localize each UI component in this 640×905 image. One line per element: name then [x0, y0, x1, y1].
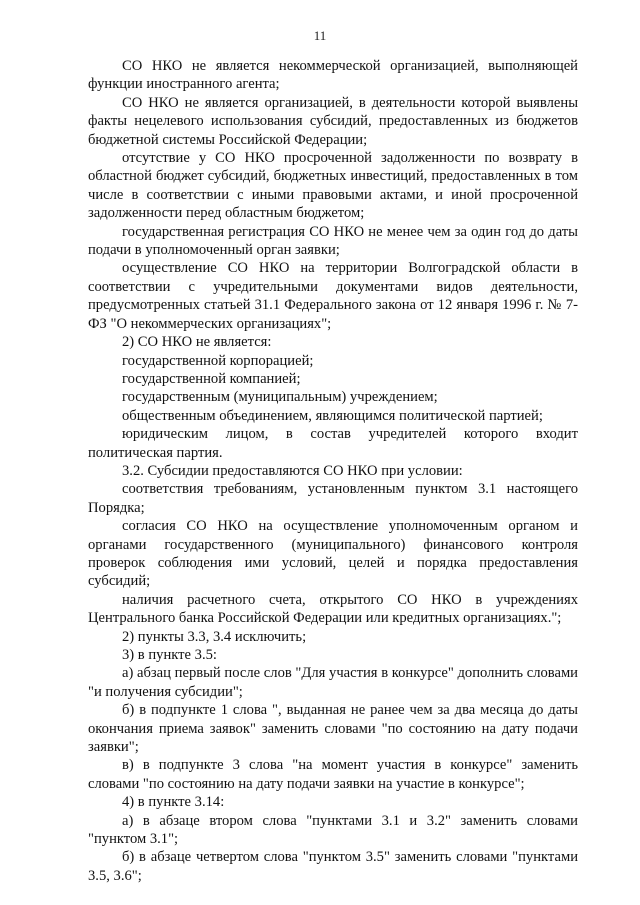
paragraph: государственным (муниципальным) учреждением; — [122, 389, 438, 406]
paragraph: согласия СО НКО на осуществление уполномоченным органом и органами государственного (муниципального) финансового контроля проверок соблюдения ими условий, целей и порядка предоставления субсидий; — [88, 518, 578, 590]
paragraph: б) в подпункте 1 слова ", выданная не ранее чем за два месяца до даты окончания приема заявок" заменить словами "по состоянию на дату подачи заявки"; — [88, 702, 578, 756]
paragraph: а) в абзаце втором слова "пунктами 3.1 и 3.2" заменить словами "пунктом 3.1"; — [88, 812, 578, 848]
paragraph: 3) в пункте 3.5: — [122, 647, 217, 663]
paragraph: в) в подпункте 3 слова "на момент участия в конкурсе" заменить словами "по состоянию на дату подачи заявки на участие в конкурсе"; — [88, 757, 578, 792]
paragraph: 4) в пункте 3.14: — [122, 794, 225, 811]
paragraph: б) в абзаце четвертом слова "пунктом 3.5" заменить словами "пунктами 3.5, 3.6"; — [88, 849, 578, 884]
paragraph: 2) СО НКО не является: — [122, 334, 272, 351]
paragraph: юридическим лицом, в состав учредителей которого входит политическая партия. — [88, 426, 578, 461]
paragraph: общественным объединением, являющимся политической партией; — [122, 407, 543, 424]
paragraph: 2) пункты 3.3, 3.4 исключить; — [122, 628, 307, 645]
paragraph: наличия расчетного счета, открытого СО НКО в учреждениях Центрального банка Российской Федерации или кредитных организациях."; — [88, 591, 578, 627]
document-body — [88, 57, 578, 885]
paragraph: 3.2. Субсидии предоставляются СО НКО при условии: — [122, 462, 463, 479]
paragraph: государственной корпорацией; — [122, 352, 314, 369]
paragraph: государственная регистрация СО НКО не менее чем за один год до даты подачи в уполномоченный орган заявки; — [88, 223, 578, 259]
paragraph: государственной компанией; — [122, 370, 301, 387]
paragraph: осуществление СО НКО на территории Волгоградской области в соответствии с учредительными документами видов деятельности, предусмотренных статьей 31.1 Федерального закона от 12 января 1996 г. № 7-ФЗ "О некоммерческих организациях"; — [88, 260, 578, 332]
paragraph: СО НКО не является некоммерческой организацией, выполняющей функции иностранного агента; — [88, 58, 578, 93]
paragraph: соответствия требованиям, установленным пунктом 3.1 настоящего Порядка; — [88, 481, 578, 516]
paragraph: а) абзац первый после слов "Для участия в конкурсе" дополнить словами "и получения субсидии"; — [88, 665, 578, 700]
paragraph: СО НКО не является организацией, в деятельности которой выявлены факты нецелевого использования субсидий, предоставленных из бюджетов бюджетной системы Российской Федерации; — [88, 94, 578, 148]
page-number: 11 — [313, 28, 327, 43]
paragraph: отсутствие у СО НКО просроченной задолженности по возврату в областной бюджет субсидий, бюджетных инвестиций, предоставленных в том числе в соответствии с иными правовыми актами, и иной просроченной задолженности перед областным бюджетом; — [88, 150, 578, 222]
